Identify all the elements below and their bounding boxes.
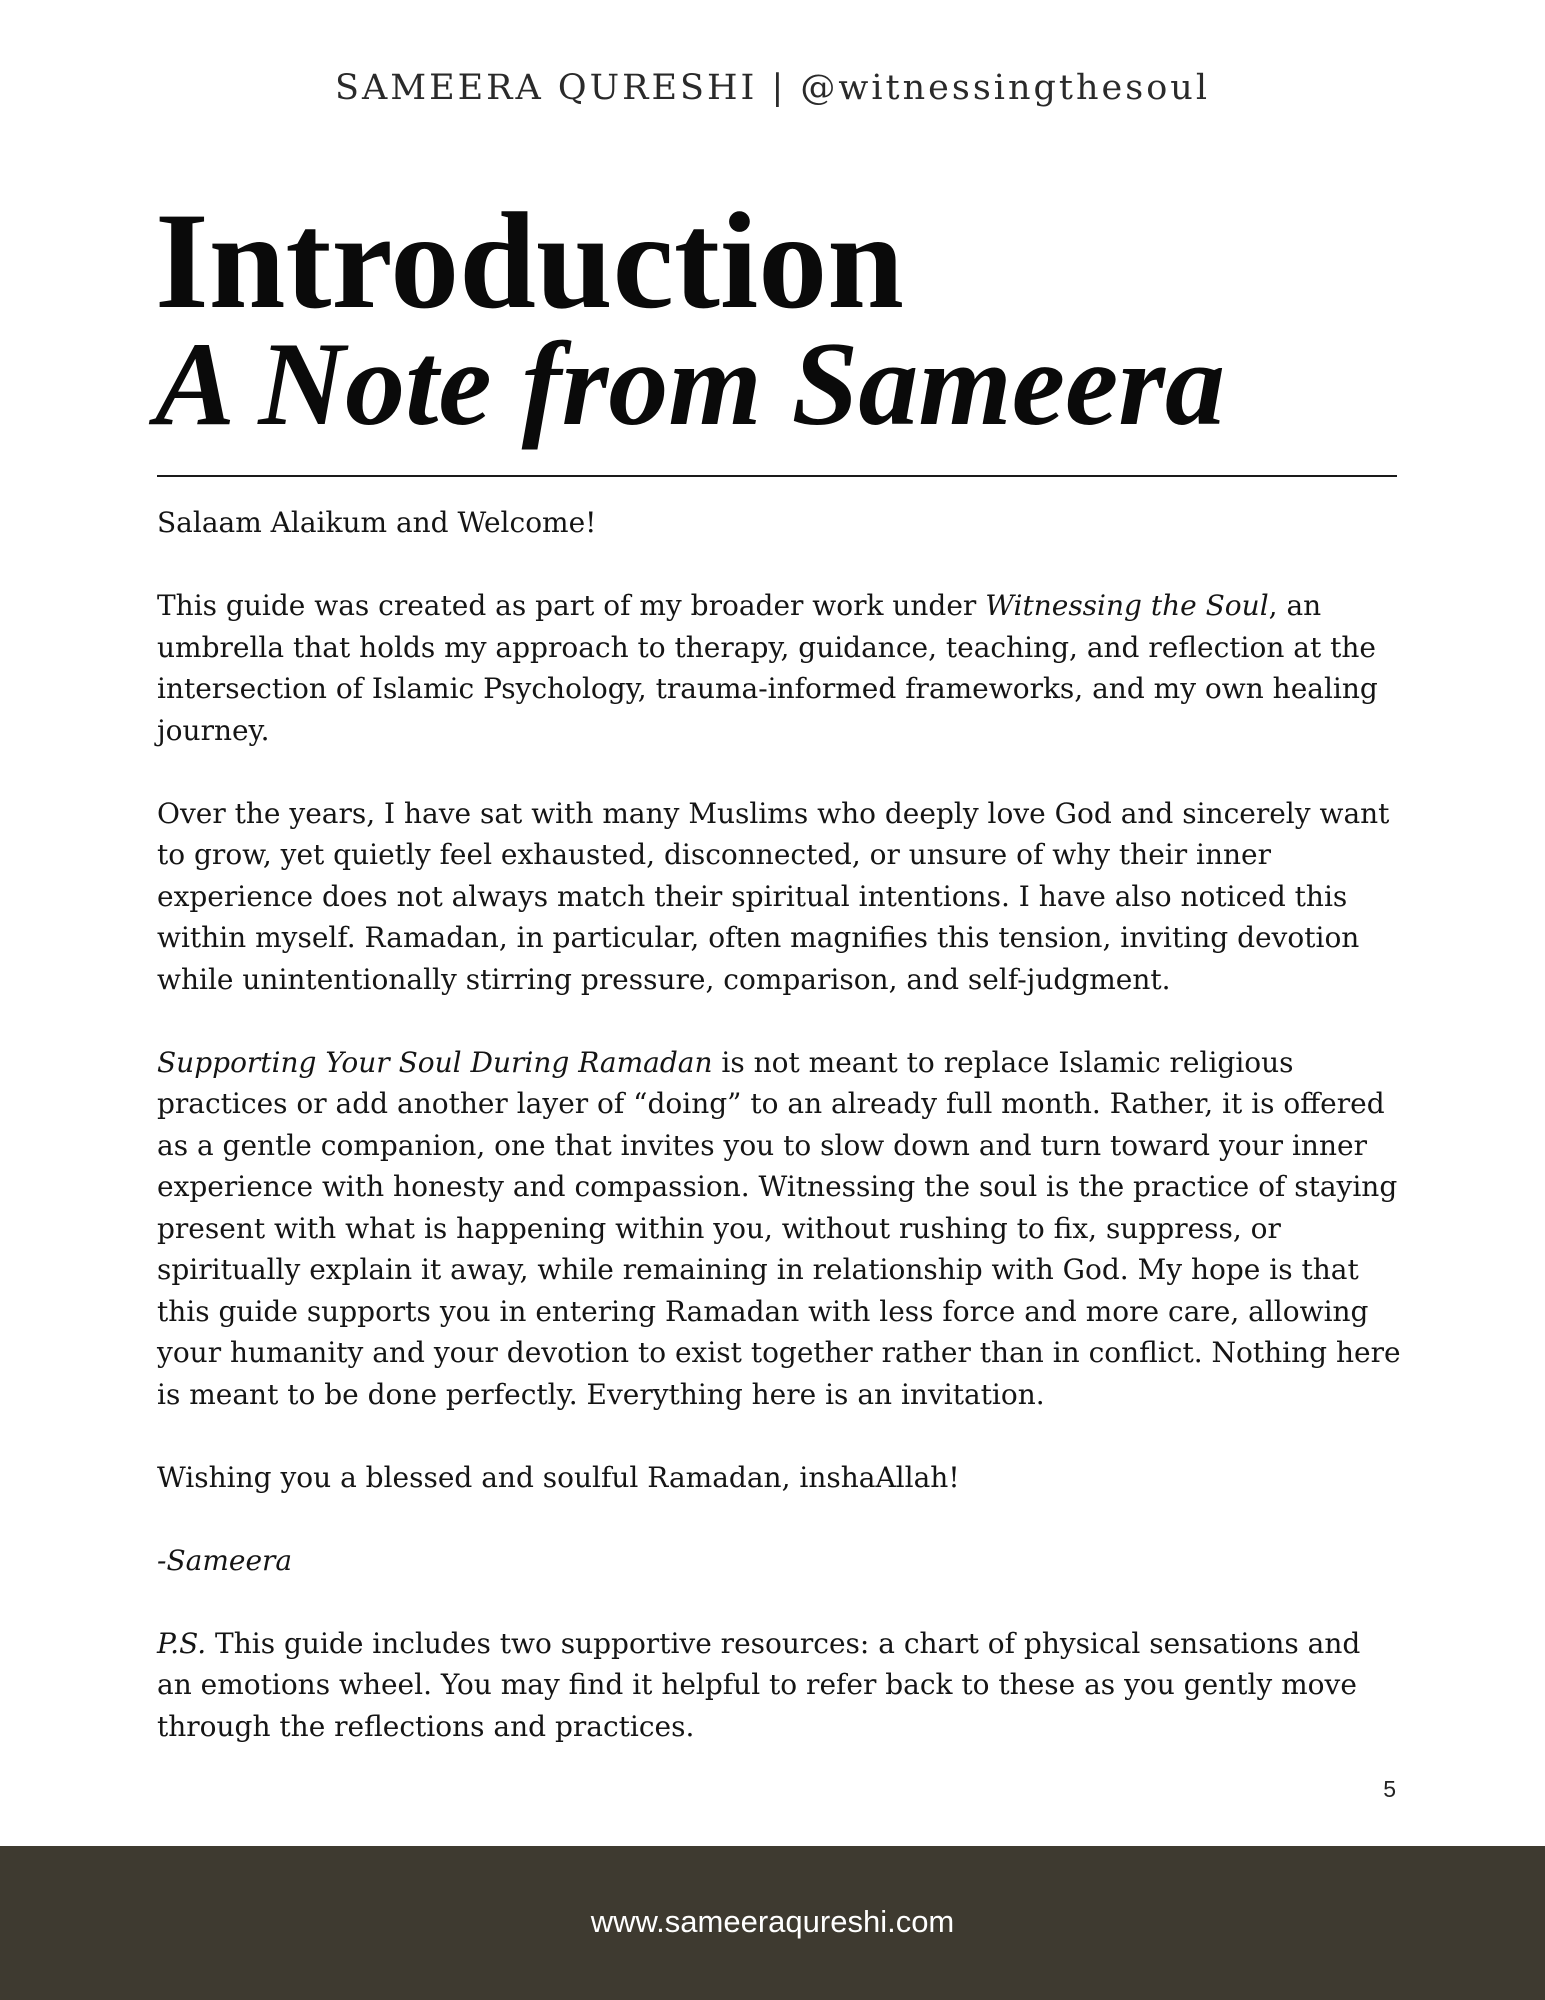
paragraph-intro [157, 585, 1402, 751]
postscript-text: This guide includes two supportive resources: a chart of physical sensations and an emotions wheel. You may find it helpful to refer back to these as you gently move through the reflections and practices. [157, 1626, 1361, 1743]
paragraph-guide-purpose-text: is not meant to replace Islamic religious practices or add another layer of “doing” to an already full month. Rather, it is offered as a gentle companion, one that invites you to slow down and turn toward your inner experience with honesty and compassion. Witnessing the soul is the practice of staying present with what is happening within you, without rushing to fix, suppress, or spiritually explain it away, while remaining in relationship with God. My hope is that this guide supports you in entering Ramadan with less force and more care, allowing your humanity and your devotion to exist together rather than in conflict. Nothing here is meant to be done perfectly. Everything here is an invitation. [157, 1045, 1401, 1411]
title-divider [157, 475, 1397, 477]
page-subtitle: A Note from Sameera [155, 317, 1225, 450]
page-title: Introduction [155, 184, 904, 337]
paragraph-intro-text-1: This guide was created as part of my broader work under [157, 589, 986, 622]
postscript [157, 1623, 1402, 1748]
guide-title-italic: Supporting Your Soul During Ramadan [157, 1045, 713, 1079]
signature-text: -Sameera [157, 1543, 293, 1577]
postscript-label: P.S. [157, 1626, 207, 1660]
page-number: 5 [1383, 1776, 1396, 1802]
website-link[interactable]: www.sameeraqureshi.com [590, 1904, 955, 1939]
letter-body [157, 502, 1402, 1747]
paragraph-intro-text-2: , an umbrella that holds my approach to therapy, guidance, teaching, and reflection at the intersection of Islamic Psychology, trauma-informed frameworks, and my own healing journey. [157, 589, 1378, 747]
closing-wish: Wishing you a blessed and soulful Ramadan, inshaAllah! [157, 1460, 960, 1494]
paragraph-experience: Over the years, I have sat with many Muslims who deeply love God and sincerely want to grow, yet quietly feel exhausted, disconnected, or unsure of why their inner experience does not always match their spiritual intentions. I have also noticed this within myself. Ramadan, in particular, often magnifies this tension, inviting devotion while unintentionally stirring pressure, comparison, and self-judgment. [157, 796, 1390, 996]
greeting: Salaam Alaikum and Welcome! [157, 506, 597, 539]
footer-bar [0, 1846, 1545, 2000]
page-header: SAMEERA QURESHI | @witnessingthesoul [334, 68, 1211, 108]
brand-name-italic: Witnessing the Soul [985, 589, 1269, 622]
paragraph-guide-purpose [157, 1042, 1402, 1416]
signature [157, 1540, 1402, 1582]
